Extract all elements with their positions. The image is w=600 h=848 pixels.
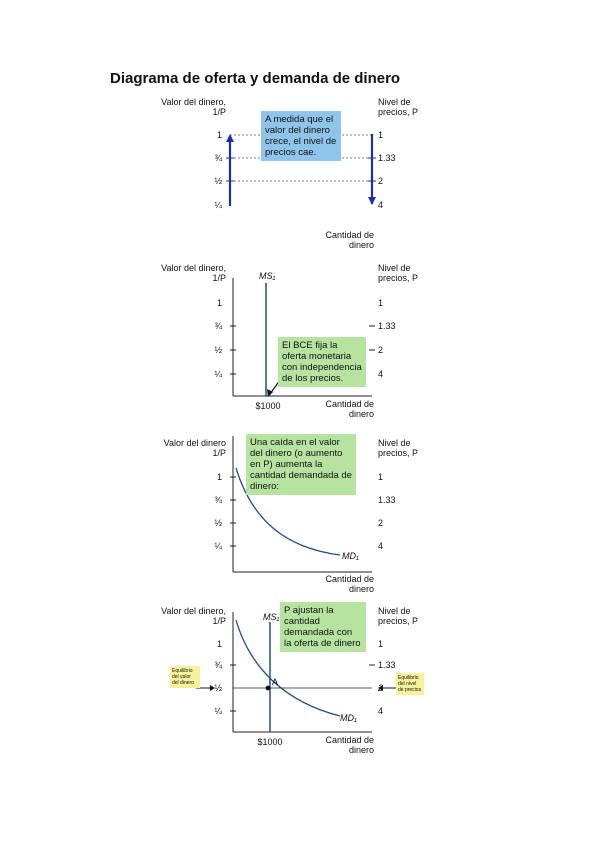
panel2-right-tick-1: 1 (378, 298, 384, 308)
panel2-x-axis-label: Cantidad de dinero (325, 399, 374, 419)
panel4-equilibrium-point (266, 686, 271, 691)
panel1-left-tick-3: ½ (214, 176, 222, 186)
panel4-left-axis-label: Valor del dinero, 1/P (161, 606, 226, 626)
panel1-left-tick-4: ¼ (214, 200, 222, 210)
panel4-x-tick: $1000 (257, 737, 283, 747)
panel3-left-tick-2: ¾ (214, 495, 222, 505)
panel1-right-tick-3: 2 (378, 176, 384, 186)
panel3-x-axis-label: Cantidad de dinero (325, 574, 374, 594)
panel2-left-tick-4: ¼ (214, 369, 222, 379)
panel1-left-arrowhead (226, 134, 234, 142)
panel2-left-tick-3: ½ (214, 345, 222, 355)
panel4-right-axis-label: Nivel de precios, P (378, 606, 419, 626)
panel2-right-axis-label: Nivel de precios, P (378, 263, 419, 283)
panel4-note: P ajustan la cantidad demandada con la oferta de dinero (280, 602, 366, 652)
panel4-md-label: MD₁ (340, 713, 357, 723)
page-title: Diagrama de oferta y demanda de dinero (110, 70, 401, 87)
panel1-right-tick-4: 4 (378, 200, 384, 210)
panel1-x-axis-label: Cantidad de dinero (325, 230, 374, 250)
panel4-right-tick-1: 1 (378, 639, 384, 649)
panel1-right-tick-1: 1 (378, 130, 384, 140)
panel3-left-tick-1: 1 (216, 472, 222, 482)
panel1-right-tick-2: 1.33 (378, 153, 396, 163)
panel4-left-tick-3: ½ (214, 683, 222, 693)
panel4-point-label: A (272, 677, 279, 687)
panel3-left-tick-3: ½ (214, 518, 222, 528)
panel4-left-callout: Equilibrio del valor del dinero (170, 666, 200, 688)
panel2-note: El BCE fija la oferta monetaria con independencia de los precios. (278, 337, 366, 387)
panel1-left-axis-label: Valor del dinero, 1/P (161, 97, 226, 117)
panel1-right-arrowhead (368, 197, 376, 205)
panel1-note: A medida que el valor del dinero crece, el nivel de precios cae. (261, 111, 341, 161)
panel4-ms-label: MS₁ (263, 612, 280, 622)
panel1-left-tick-1: 1 (216, 130, 222, 140)
panel2-left-axis-label: Valor del dinero, 1/P (161, 263, 226, 283)
panel2-left-tick-2: ¾ (214, 321, 222, 331)
panel1-left-tick-2: ¾ (214, 153, 222, 163)
panel4-right-tick-4: 4 (378, 706, 384, 716)
panel1-right-axis-label: Nivel de precios, P (378, 97, 419, 117)
panel4-left-tick-2: ¾ (214, 660, 222, 670)
panel3-right-tick-3: 2 (378, 518, 384, 528)
panel3-right-tick-1: 1 (378, 472, 384, 482)
panel3-right-tick-2: 1.33 (378, 495, 396, 505)
panel2-left-tick-1: 1 (216, 298, 222, 308)
panel3-left-tick-4: ¼ (214, 541, 222, 551)
panel4-left-tick-1: 1 (216, 639, 222, 649)
panel4-right-callout: Equilibrio del nivel de precios (396, 673, 424, 695)
panel2-ms-label: MS₁ (259, 271, 276, 281)
panel3-right-tick-4: 4 (378, 541, 384, 551)
panel2-x-tick: $1000 (255, 401, 281, 411)
panel3-left-axis-label: Valor del dinero 1/P (163, 438, 226, 458)
panel2-right-tick-4: 4 (378, 369, 384, 379)
panel3-right-axis-label: Nivel de precios, P (378, 438, 419, 458)
panel4-right-tick-3: 2 (378, 683, 384, 693)
panel4-x-axis-label: Cantidad de dinero (325, 735, 374, 755)
panel4-right-tick-2: 1.33 (378, 660, 396, 670)
panel2-right-tick-3: 2 (378, 345, 384, 355)
panel3-note: Una caída en el valor del dinero (o aumento en P) aumenta la cantidad demandada de dinero: (246, 434, 356, 495)
panel2-right-tick-2: 1.33 (378, 321, 396, 331)
panel4-left-tick-4: ¼ (214, 706, 222, 716)
panel3-md-label: MD₁ (342, 551, 359, 561)
